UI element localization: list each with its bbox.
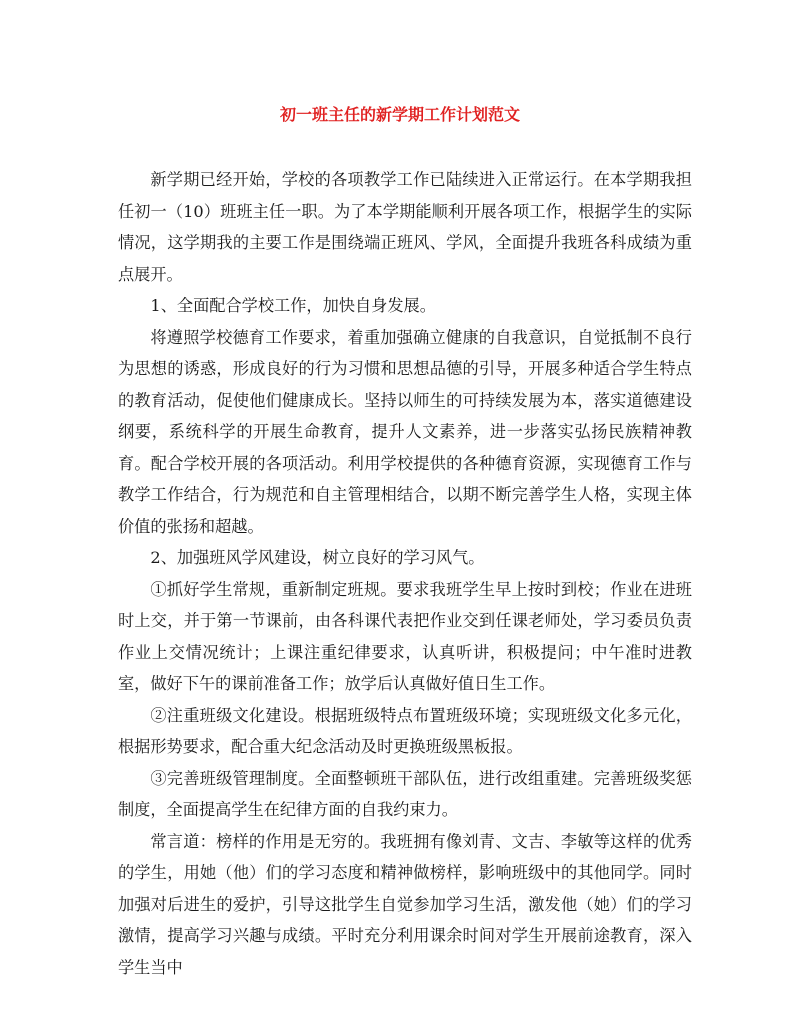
paragraph-item-2: ②注重班级文化建设。根据班级特点布置班级环境；实现班级文化多元化，根据形势要求，配合重大纪念活动及时更换班级黑板报。 [118, 705, 692, 756]
paragraph-item-3: ③完善班级管理制度。全面整顿班干部队伍，进行改组重建。完善班级奖惩制度，全面提高学生在纪律方面的自我约束力。 [118, 768, 692, 819]
paragraph-heading-1: 1、全面配合学校工作，加快自身发展。 [150, 296, 436, 315]
paragraph-intro: 新学期已经开始，学校的各项教学工作已陆续进入正常运行。在本学期我担任初一（10）班班主任一职。为了本学期能顺利开展各项工作，根据学生的实际情况，这学期我的主要工作是围绕端正班风、学风，全面提升我班各科成绩为重点展开。 [118, 170, 692, 284]
document-title: 初一班主任的新学期工作计划范文 [279, 105, 520, 124]
paragraph-moral-education: 将遵照学校德育工作要求，着重加强确立健康的自我意识，自觉抵制不良行为思想的诱惑，形成良好的行为习惯和思想品德的引导，开展多种适合学生特点的教育活动，促使他们健康成长。坚持以师生的可持续发展为本，落实道德建设纲要，系统科学的开展生命教育，提升人文素养，进一步落实弘扬民族精神教育。配合学校开展的各项活动。利用学校提供的各种德育资源，实现德育工作与教学工作结合，行为规范和自主管理相结合，以期不断完善学生人格，实现主体价值的张扬和超越。 [118, 327, 692, 536]
document-body [118, 164, 692, 983]
paragraph-role-models: 常言道：榜样的作用是无穷的。我班拥有像刘青、文吉、李敏等这样的优秀的学生，用她（他）们的学习态度和精神做榜样，影响班级中的其他同学。同时加强对后进生的爱护，引导这批学生自觉参加学习生活，激发他（她）们的学习激情，提高学习兴趣与成绩。平时充分利用课余时间对学生开展前途教育，深入学生当中 [118, 831, 692, 977]
paragraph-item-1: ①抓好学生常规，重新制定班规。要求我班学生早上按时到校；作业在进班时上交，并于第一节课前，由各科课代表把作业交到任课老师处，学习委员负责作业上交情况统计；上课注重纪律要求，认真听讲，积极提问；中午准时进教室，做好下午的课前准备工作；放学后认真做好值日生工作。 [118, 579, 692, 693]
paragraph-heading-2: 2、加强班风学风建设，树立良好的学习风气。 [150, 548, 485, 567]
